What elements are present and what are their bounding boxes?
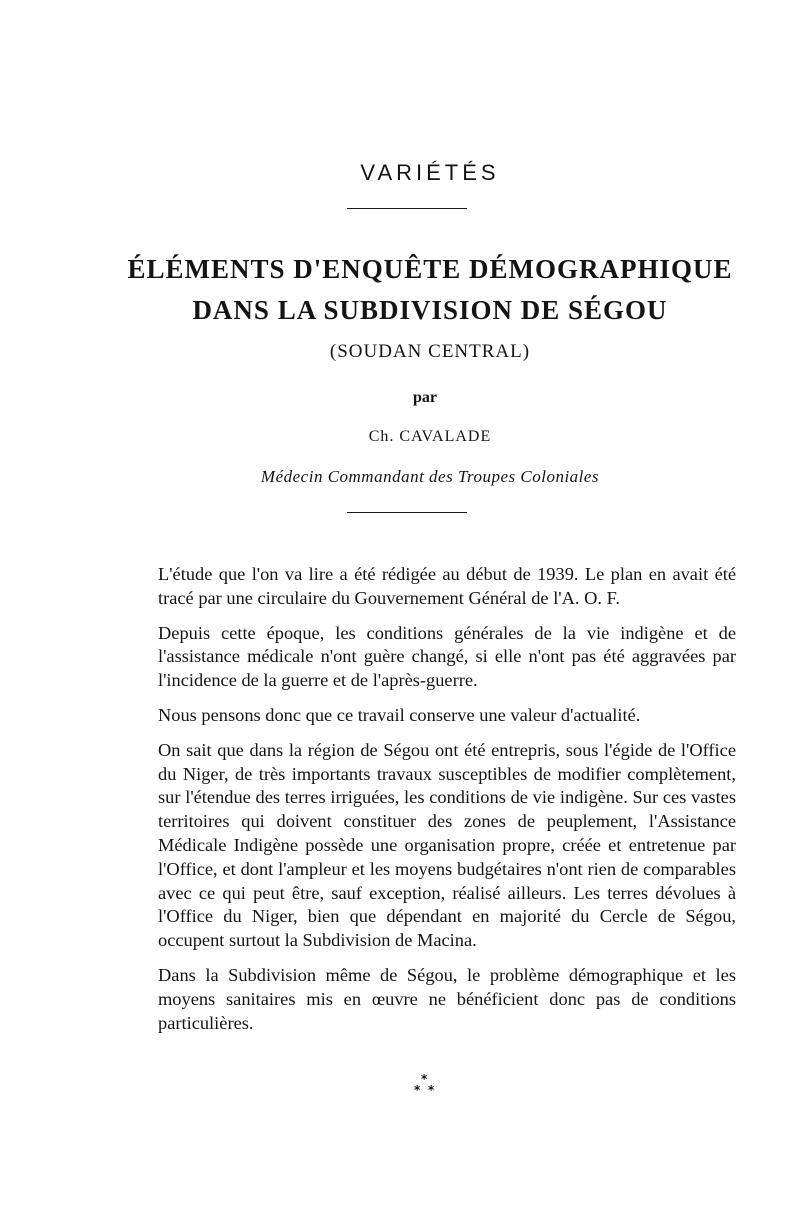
body-paragraph-3: Nous pensons donc que ce travail conserve une valeur d'actualité. <box>158 704 641 725</box>
asterism-star-left: * <box>414 1083 421 1097</box>
author-name: Ch. CAVALADE <box>368 428 492 445</box>
asterism-star-top: * <box>421 1072 428 1086</box>
author-affiliation: Médecin Commandant des Troupes Coloniales <box>260 467 600 486</box>
article-subtitle: (SOUDAN CENTRAL) <box>329 341 531 362</box>
article-body <box>158 563 736 1046</box>
body-paragraph-4: On sait que dans la région de Ségou ont été entrepris, sous l'égide de l'Office du Niger, de très importants travaux susceptibles de modifier complètement, sur l'étendue des terres irriguées, les conditions de vie indigène. Sur ces vastes territoires qui doivent constituer des zones de peuplement, l'Assistance Médicale Indigène possède une organisation propre, créée et entretenue par l'Office, et dont l'ampleur et les moyens budgétaires n'ont rien de comparables avec ce qui peut être, sauf exception, réalisé ailleurs. Les terres dévolues à l'Office du Niger, bien que dépendant en majorité du Cercle de Ségou, occupent surtout la Subdivision de Macina. <box>158 739 736 951</box>
asterism-star-right: * <box>428 1083 435 1097</box>
body-paragraph-1: L'étude que l'on va lire a été rédigée au début de 1939. Le plan en avait été tracé par une circulaire du Gouvernement Général de l'A. O. F. <box>158 564 736 608</box>
section-heading: VARIÉTÉS <box>360 160 500 185</box>
top-rule <box>347 208 467 209</box>
body-paragraph-2: Depuis cette époque, les conditions générales de la vie indigène et de l'assistance médicale n'ont guère changé, si elle n'ont pas été aggravées par l'incidence de la guerre et de l'après-guerre. <box>158 622 736 691</box>
article-title-line-2: DANS LA SUBDIVISION DE SÉGOU <box>192 295 668 325</box>
byline-par: par <box>413 389 437 406</box>
body-paragraph-5: Dans la Subdivision même de Ségou, le problème démographique et les moyens sanitaires mis en œuvre ne bénéficient donc pas de conditions particulières. <box>158 964 736 1033</box>
asterism-divider <box>409 1073 449 1103</box>
bottom-rule <box>347 512 467 513</box>
article-title-line-1: ÉLÉMENTS D'ENQUÊTE DÉMOGRAPHIQUE <box>127 254 733 284</box>
